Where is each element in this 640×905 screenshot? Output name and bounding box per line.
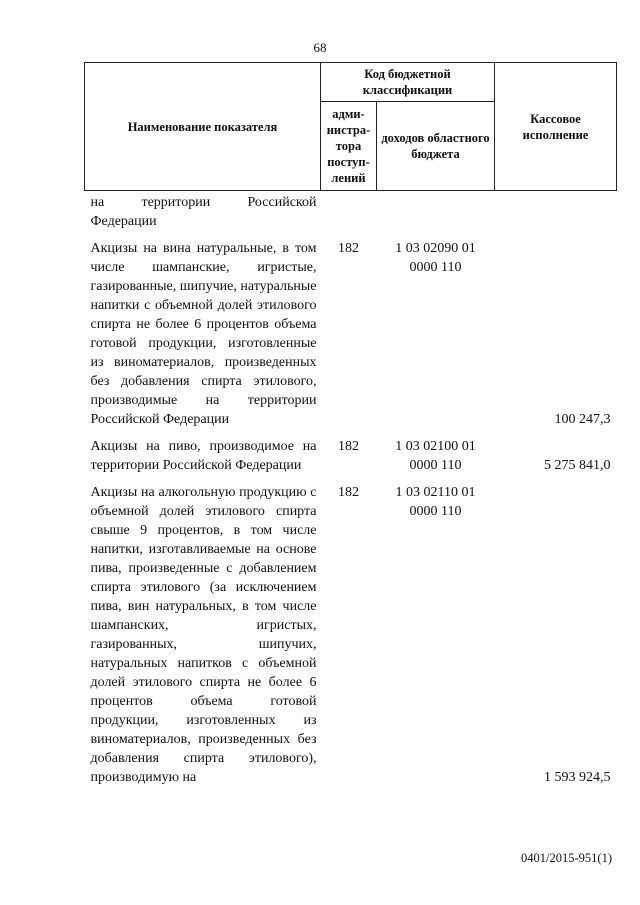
header-cash-execution: Кассовое исполнение (495, 63, 617, 191)
row-amount (495, 191, 617, 240)
row-income-code: 1 03 02110 01 0000 110 (395, 485, 476, 519)
table-row (85, 483, 617, 795)
table-row (85, 191, 617, 240)
row-amount: 5 275 841,0 (544, 458, 611, 473)
row-admin-code: 182 (338, 485, 359, 500)
row-admin-code: 182 (338, 241, 359, 256)
row-admin-code: 182 (338, 439, 359, 454)
header-budget-code: Код бюджетной классификации (321, 63, 495, 102)
header-indicator-name: Наименование показателя (85, 63, 321, 191)
budget-table (84, 62, 617, 795)
row-name: Акцизы на алкогольную продукцию с объемной долей этилового спирта свыше 9 процентов, в том числе напитки, изготавливаемые на основе пива, произведенные с добавлением спирта этилового (за исключением пива, вин натуральных, в том числе шампанских, игристых, газированных, шипучих, натуральных напитков с объемной долей этилового спирта не более 6 процентов объема готовой продукции, изготовленных из виноматериалов, произведенных без добавления спирта этилового), производимую на (90, 485, 317, 785)
document-code: 0401/2015-951(1) (521, 851, 612, 865)
row-name: Акцизы на пиво, производимое на территории Российской Федерации (90, 439, 317, 473)
row-amount: 1 593 924,5 (544, 770, 611, 785)
page-number: 68 (313, 40, 327, 55)
row-amount: 100 247,3 (554, 412, 611, 427)
row-income-code: 1 03 02100 01 0000 110 (395, 439, 476, 473)
row-income-code (377, 191, 495, 240)
table-row (85, 437, 617, 483)
row-income-code: 1 03 02090 01 0000 110 (395, 241, 476, 275)
header-income: доходов областного бюджета (377, 102, 495, 191)
row-admin-code (321, 191, 377, 240)
row-name: Акцизы на вина натуральные, в том числе шампанские, игристые, газированные, шипучие, натуральные напитки с объемной долей этилового спирта не более 6 процентов объема готовой продукции, изготовленные из виноматериалов, произведенных без добавления спирта этилового, производимые на территории Российской Федерации (90, 241, 317, 427)
table-header (85, 63, 617, 191)
row-name: на территории Российской Федерации (90, 195, 317, 229)
table-row (85, 239, 617, 437)
table-body (85, 191, 617, 796)
header-admin: адми-нистра-тора поступ-лений (321, 102, 377, 191)
